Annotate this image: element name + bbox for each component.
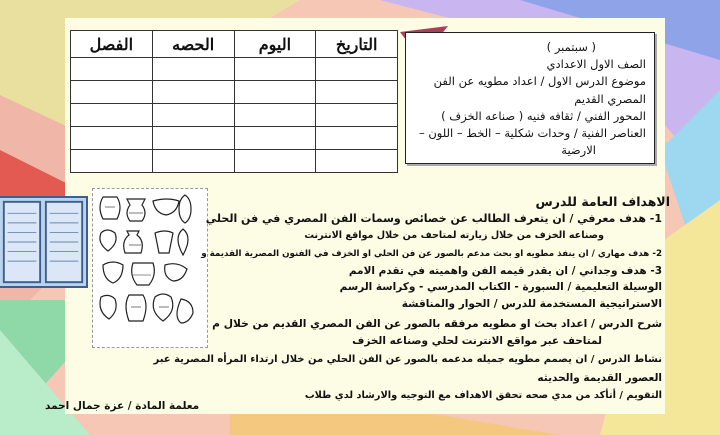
info-month: ( سبتمبر ) — [546, 40, 596, 54]
info-elements-cont: الارضية — [561, 143, 596, 158]
schedule-table — [70, 30, 398, 173]
table-row — [71, 81, 398, 104]
lesson-explanation: شرح الدرس / اعداد بحث او مطويه مرفقه بالصور عن الفن المصري القديم من خلال م — [212, 317, 662, 330]
header-day: اليوم — [234, 31, 316, 58]
table-row — [71, 58, 398, 81]
table-row — [71, 127, 398, 150]
teacher-signature: معلمة المادة / عزة جمال احمد — [45, 400, 200, 412]
notebook-icon — [0, 196, 88, 288]
table-row — [71, 104, 398, 127]
objective-cognitive: 1- هدف معرفي / ان يتعرف الطالب عن خصائص وسمات الفن المصري في فن الحلي — [205, 212, 662, 225]
info-grade: الصف الاول الاعدادي — [546, 57, 646, 72]
objective-skill: 2- هدف مهاري / ان ينفذ مطويه او بحث مدعم بالصور عن فن الحلي او الخزف في الفنون المصرية القديمة و — [201, 249, 662, 259]
lesson-evaluation: التقويم / أتأكد من مدي صحه تحقق الاهداف مع التوجيه والارشاد لدي طلاب — [304, 390, 662, 401]
lesson-explanation-cont: لمتاحف عبر مواقع الانترنت لحلي وصناعه الخزف — [352, 335, 602, 347]
header-class: الفصل — [71, 31, 153, 58]
objectives-heading: الاهداف العامة للدرس — [535, 194, 670, 209]
teaching-strategy: الاستراتيجية المستخدمة للدرس / الحوار والمناقشة — [401, 298, 662, 310]
table-header-row — [71, 31, 398, 58]
header-date: التاريخ — [316, 31, 398, 58]
table-row — [71, 150, 398, 173]
info-topic: موضوع الدرس الاول / اعداد مطويه عن الفن — [433, 74, 646, 89]
lesson-activity-cont: العصور القديمة والحديثه — [537, 372, 662, 384]
info-axis: المحور الفني / ثقافه فنيه ( صناعه الخزف ) — [441, 108, 646, 123]
pottery-illustration — [92, 188, 208, 348]
objective-cognitive-cont: وصناعه الخزف من خلال زيارته لمتاحف من خلال مواقع الانترنت — [304, 230, 604, 241]
lesson-info-card — [405, 32, 655, 164]
info-topic-cont: المصري القديم — [574, 91, 646, 106]
info-elements: العناصر الفنية / وحدات شكلية – الخط – اللون – — [418, 126, 646, 141]
header-period: الحصه — [152, 31, 234, 58]
objective-affective: 3- هدف وجداني / ان يقدر قيمه الفن واهميته في تقدم الامم — [348, 265, 662, 277]
lesson-activity: نشاط الدرس / ان يصمم مطويه جميله مدعمه بالصور عن الفن الحلي من خلال ارتداء المرأه المصرية عبر — [153, 354, 662, 365]
teaching-aids: الوسيلة التعليمية / السبورة - الكتاب المدرسي - وكراسة الرسم — [339, 281, 662, 293]
